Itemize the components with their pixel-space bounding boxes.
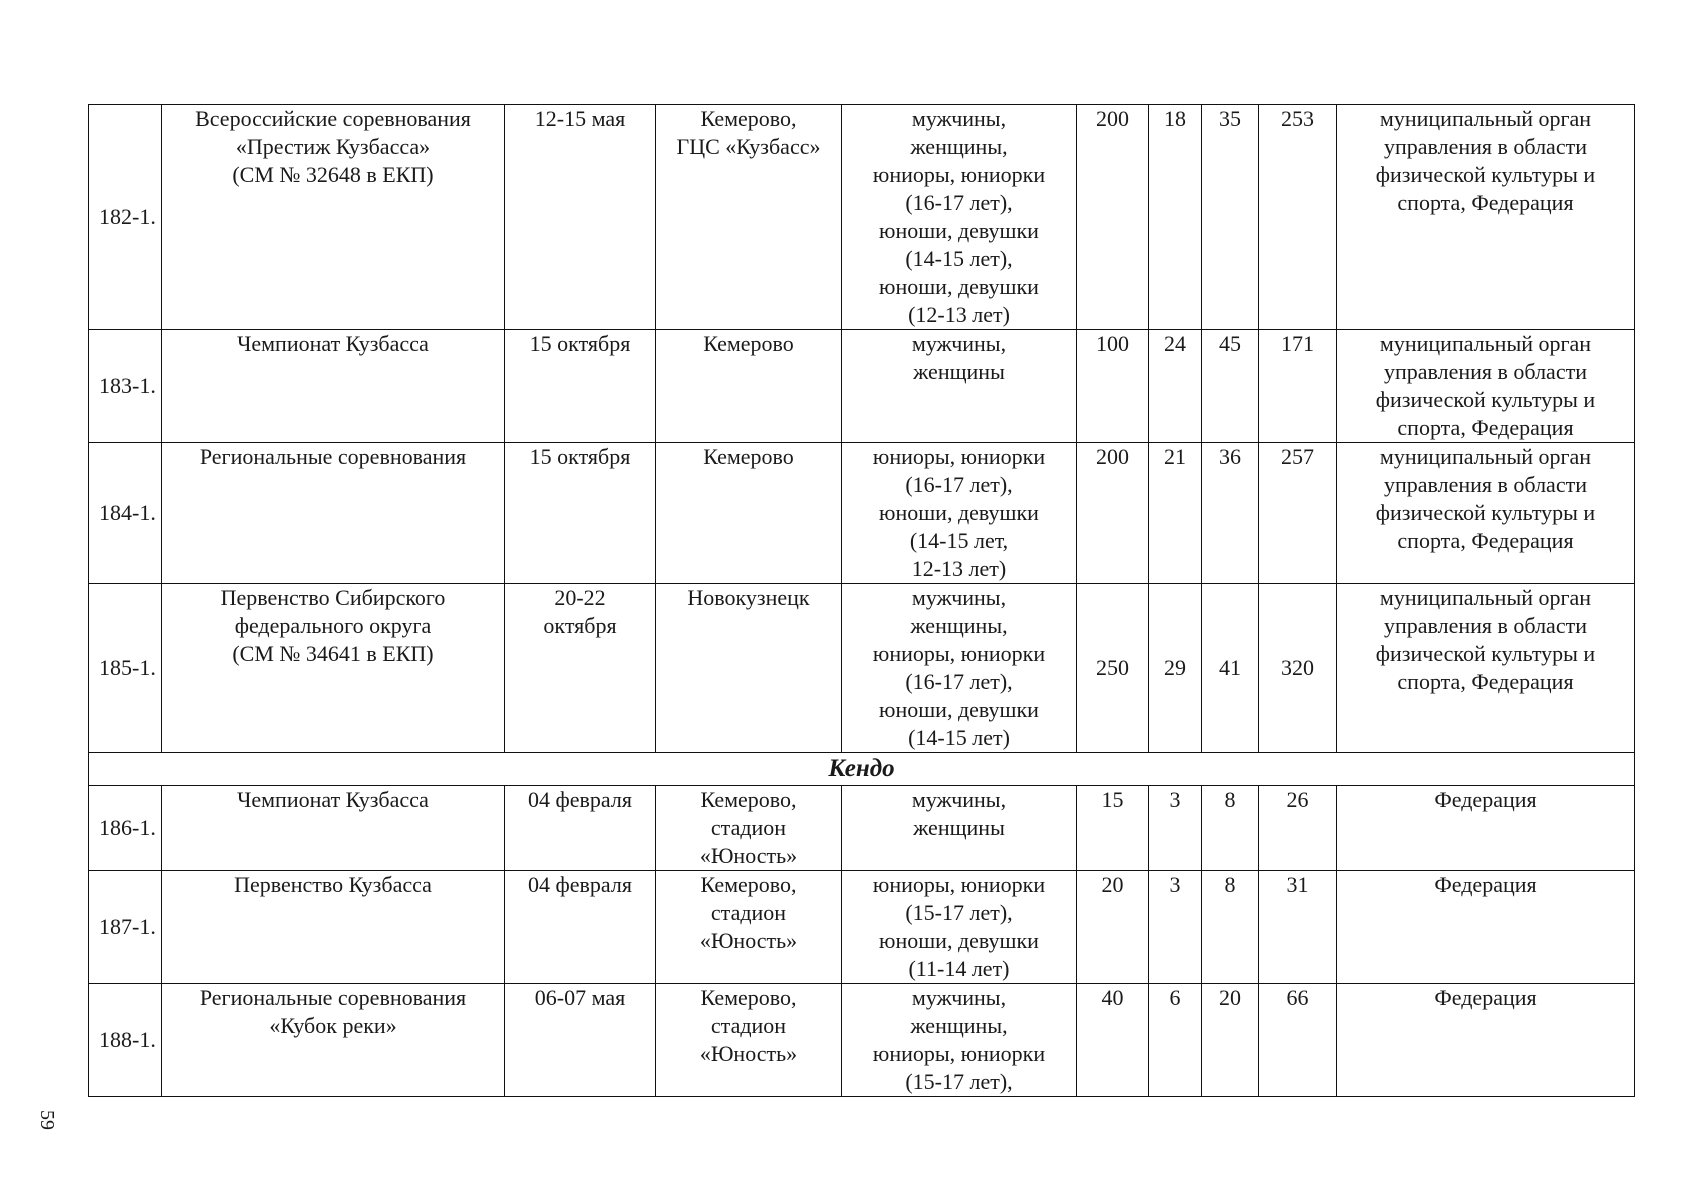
total-cell: 26 xyxy=(1259,786,1337,871)
total-cell: 171 xyxy=(1259,330,1337,443)
organizer: Федерация xyxy=(1337,871,1635,984)
row-number: 186-1. xyxy=(89,786,162,871)
count-cell: 8 xyxy=(1202,786,1259,871)
count-cell: 100 xyxy=(1077,330,1149,443)
section-title: Кендо xyxy=(89,753,1635,786)
table-row xyxy=(89,786,1635,871)
event-place: Кемерово, стадион «Юность» xyxy=(656,871,842,984)
organizer: муниципальный орган управления в области физической культуры и спорта, Федерация xyxy=(1337,443,1635,584)
count-cell: 41 xyxy=(1202,584,1259,753)
event-name: Региональные соревнования xyxy=(162,443,505,584)
page-number: 59 xyxy=(36,1110,58,1130)
event-place: Кемерово, стадион «Юность» xyxy=(656,786,842,871)
count-cell: 3 xyxy=(1149,871,1202,984)
count-cell: 18 xyxy=(1149,105,1202,330)
event-place: Кемерово xyxy=(656,330,842,443)
count-cell: 15 xyxy=(1077,786,1149,871)
table-row xyxy=(89,984,1635,1097)
section-row xyxy=(89,753,1635,786)
event-date: 04 февраля xyxy=(505,786,656,871)
table-row xyxy=(89,584,1635,753)
total-cell: 320 xyxy=(1259,584,1337,753)
table-row xyxy=(89,105,1635,330)
total-cell: 257 xyxy=(1259,443,1337,584)
organizer: Федерация xyxy=(1337,786,1635,871)
participant-category: мужчины, женщины, юниоры, юниорки (16-17 лет), юноши, девушки (14-15 лет) xyxy=(842,584,1077,753)
event-date: 06-07 мая xyxy=(505,984,656,1097)
count-cell: 40 xyxy=(1077,984,1149,1097)
event-name: Чемпионат Кузбасса xyxy=(162,786,505,871)
event-date: 15 октября xyxy=(505,330,656,443)
participant-category: юниоры, юниорки (15-17 лет), юноши, девушки (11-14 лет) xyxy=(842,871,1077,984)
count-cell: 200 xyxy=(1077,105,1149,330)
event-date: 12-15 мая xyxy=(505,105,656,330)
row-number: 188-1. xyxy=(89,984,162,1097)
count-cell: 20 xyxy=(1077,871,1149,984)
event-place: Новокузнецк xyxy=(656,584,842,753)
organizer: Федерация xyxy=(1337,984,1635,1097)
count-cell: 3 xyxy=(1149,786,1202,871)
count-cell: 45 xyxy=(1202,330,1259,443)
count-cell: 20 xyxy=(1202,984,1259,1097)
event-name: Чемпионат Кузбасса xyxy=(162,330,505,443)
total-cell: 253 xyxy=(1259,105,1337,330)
event-name: Первенство Кузбасса xyxy=(162,871,505,984)
event-place: Кемерово, ГЦС «Кузбасс» xyxy=(656,105,842,330)
table-row xyxy=(89,330,1635,443)
table-row xyxy=(89,871,1635,984)
participant-category: мужчины, женщины xyxy=(842,330,1077,443)
total-cell: 31 xyxy=(1259,871,1337,984)
participant-category: мужчины, женщины xyxy=(842,786,1077,871)
row-number: 185-1. xyxy=(89,584,162,753)
event-date: 04 февраля xyxy=(505,871,656,984)
participant-category: юниоры, юниорки (16-17 лет), юноши, девушки (14-15 лет, 12-13 лет) xyxy=(842,443,1077,584)
row-number: 187-1. xyxy=(89,871,162,984)
event-name: Региональные соревнования «Кубок реки» xyxy=(162,984,505,1097)
organizer: муниципальный орган управления в области физической культуры и спорта, Федерация xyxy=(1337,584,1635,753)
row-number: 182-1. xyxy=(89,105,162,330)
count-cell: 6 xyxy=(1149,984,1202,1097)
event-date: 15 октября xyxy=(505,443,656,584)
row-number: 184-1. xyxy=(89,443,162,584)
table-row xyxy=(89,443,1635,584)
event-place: Кемерово xyxy=(656,443,842,584)
participant-category: мужчины, женщины, юниоры, юниорки (15-17 лет), xyxy=(842,984,1077,1097)
total-cell: 66 xyxy=(1259,984,1337,1097)
event-name: Первенство Сибирского федерального округа (СМ № 34641 в ЕКП) xyxy=(162,584,505,753)
count-cell: 35 xyxy=(1202,105,1259,330)
count-cell: 36 xyxy=(1202,443,1259,584)
count-cell: 29 xyxy=(1149,584,1202,753)
count-cell: 24 xyxy=(1149,330,1202,443)
event-place: Кемерово, стадион «Юность» xyxy=(656,984,842,1097)
count-cell: 200 xyxy=(1077,443,1149,584)
competition-schedule-table xyxy=(88,104,1635,1097)
participant-category: мужчины, женщины, юниоры, юниорки (16-17 лет), юноши, девушки (14-15 лет), юноши, девушки (12-13 лет) xyxy=(842,105,1077,330)
event-name: Всероссийские соревнования «Престиж Кузбасса» (СМ № 32648 в ЕКП) xyxy=(162,105,505,330)
count-cell: 8 xyxy=(1202,871,1259,984)
event-date: 20-22 октября xyxy=(505,584,656,753)
count-cell: 250 xyxy=(1077,584,1149,753)
row-number: 183-1. xyxy=(89,330,162,443)
count-cell: 21 xyxy=(1149,443,1202,584)
organizer: муниципальный орган управления в области физической культуры и спорта, Федерация xyxy=(1337,330,1635,443)
organizer: муниципальный орган управления в области физической культуры и спорта, Федерация xyxy=(1337,105,1635,330)
